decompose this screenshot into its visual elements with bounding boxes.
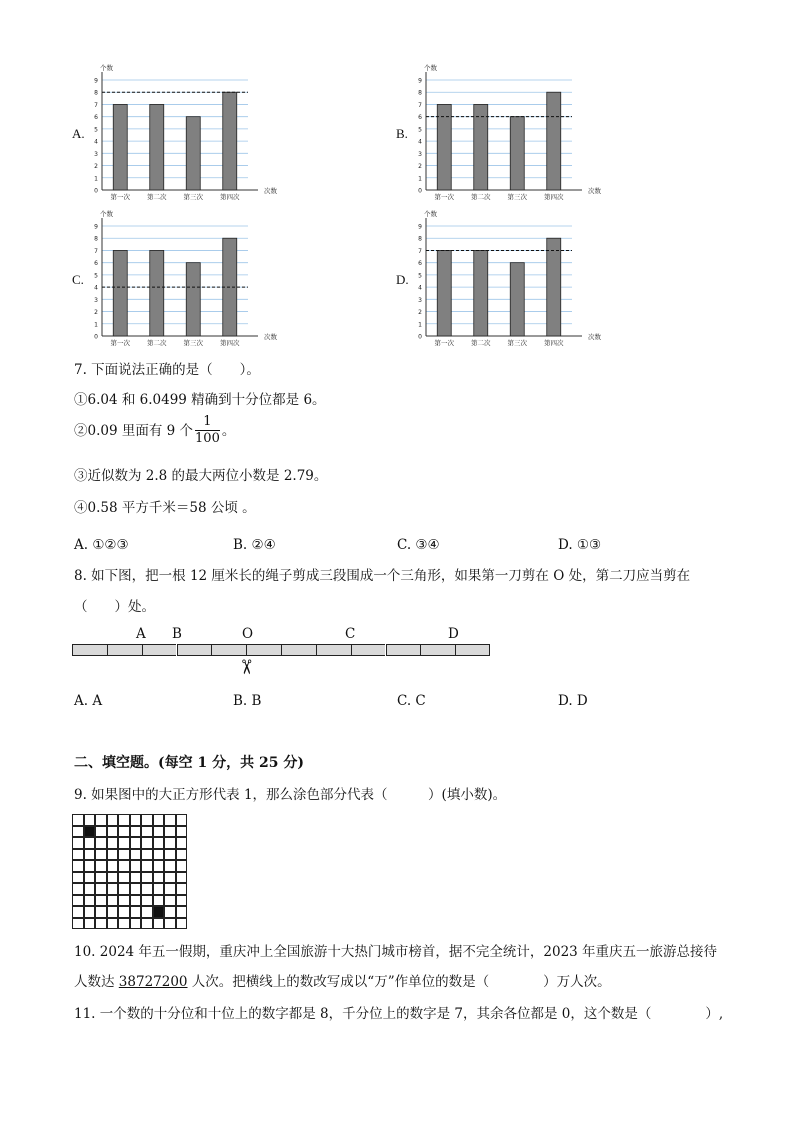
grid-cell xyxy=(95,906,107,918)
grid-cell xyxy=(176,918,188,930)
q7-option-a[interactable]: A. ①②③ xyxy=(74,537,129,553)
bar xyxy=(150,104,164,190)
rope-segment xyxy=(386,644,421,656)
grid-cell xyxy=(95,883,107,895)
grid-cell xyxy=(164,814,176,826)
grid-cell xyxy=(130,837,142,849)
rope-segment xyxy=(281,644,316,656)
grid-cell xyxy=(130,883,142,895)
grid-cell xyxy=(176,814,188,826)
bar xyxy=(113,104,127,190)
q10-line2-pre: 人数达 xyxy=(74,974,119,990)
grid-cell xyxy=(130,826,142,838)
grid-cell xyxy=(164,860,176,872)
grid-cell xyxy=(153,895,165,907)
q9-stem: 9. 如果图中的大正方形代表 1，那么涂色部分代表（ ）(填小数)。 xyxy=(74,787,507,803)
grid-cell xyxy=(84,837,96,849)
grid-cell xyxy=(95,860,107,872)
x-tick-label: 第一次 xyxy=(110,339,130,347)
bar xyxy=(547,92,561,190)
q8-stem-line1: 8. 如下图，把一根 12 厘米长的绳子剪成三段围成一个三角形，如果第一刀剪在 O 处，第二刀应当剪在 xyxy=(74,568,691,584)
q7-option-d[interactable]: D. ①③ xyxy=(558,537,602,553)
x-axis-label: 次数 xyxy=(588,333,601,341)
grid-cell xyxy=(130,860,142,872)
grid-cell xyxy=(176,826,188,838)
y-tick-label: 6 xyxy=(94,260,98,268)
bar xyxy=(150,250,164,336)
rope-segment xyxy=(351,644,386,656)
y-tick-label: 0 xyxy=(418,187,422,195)
y-tick-label: 9 xyxy=(94,77,98,85)
grid-cell xyxy=(107,918,119,930)
y-tick-label: 2 xyxy=(418,163,422,171)
y-tick-label: 3 xyxy=(94,150,98,158)
y-tick-label: 1 xyxy=(418,175,422,183)
fraction xyxy=(195,414,220,447)
grid-cell xyxy=(84,872,96,884)
y-tick-label: 2 xyxy=(418,309,422,317)
grid-cell xyxy=(141,918,153,930)
bar xyxy=(437,104,451,190)
grid-cell xyxy=(72,906,84,918)
bar xyxy=(113,250,127,336)
y-tick-label: 5 xyxy=(94,126,98,134)
grid-cell xyxy=(95,849,107,861)
rope-label-c: C xyxy=(345,626,356,642)
y-tick-label: 9 xyxy=(418,77,422,85)
bar xyxy=(510,263,524,336)
y-tick-label: 5 xyxy=(94,272,98,280)
bar xyxy=(223,92,237,190)
grid-cell xyxy=(84,883,96,895)
x-tick-label: 第四次 xyxy=(544,339,564,347)
y-tick-label: 3 xyxy=(94,296,98,304)
scissors-icon: ✂ xyxy=(234,658,259,676)
grid-cell xyxy=(72,849,84,861)
rope-segment xyxy=(246,644,281,656)
grid-cell xyxy=(141,814,153,826)
grid-cell xyxy=(118,872,130,884)
grid-cell xyxy=(164,918,176,930)
chart-option-a xyxy=(72,62,372,204)
rope-segment xyxy=(142,644,177,656)
grid-cell xyxy=(153,918,165,930)
grid-cell xyxy=(141,860,153,872)
y-tick-label: 7 xyxy=(94,101,98,109)
section-title: 二、填空题。(每空 1 分，共 25 分) xyxy=(74,755,304,771)
grid-cell xyxy=(141,895,153,907)
y-tick-label: 9 xyxy=(418,223,422,231)
x-tick-label: 第二次 xyxy=(471,339,491,347)
bar-chart xyxy=(412,62,692,204)
grid-cell xyxy=(141,906,153,918)
y-tick-label: 2 xyxy=(94,163,98,171)
grid-cell xyxy=(130,906,142,918)
x-tick-label: 第四次 xyxy=(220,339,240,347)
q11-line1: 11. 一个数的十分位和十位上的数字都是 8，千分位上的数字是 7，其余各位都是 0，这个数是（ ）, xyxy=(74,1006,724,1022)
x-tick-label: 第二次 xyxy=(471,193,491,201)
y-tick-label: 0 xyxy=(94,187,98,195)
y-axis-label: 个数 xyxy=(424,210,437,218)
y-tick-label: 6 xyxy=(418,260,422,268)
rope-label-a: A xyxy=(136,626,146,642)
grid-cell xyxy=(72,895,84,907)
q8-option-c[interactable]: C. C xyxy=(397,693,426,709)
grid-cell xyxy=(95,918,107,930)
grid-cell xyxy=(141,826,153,838)
y-tick-label: 8 xyxy=(94,235,98,243)
bar-chart xyxy=(88,208,368,350)
grid-cell xyxy=(107,906,119,918)
y-tick-label: 6 xyxy=(94,114,98,122)
grid-cell xyxy=(95,872,107,884)
bar xyxy=(186,263,200,336)
bar xyxy=(510,117,524,190)
q8-option-b[interactable]: B. B xyxy=(233,693,262,709)
rope-segment xyxy=(177,644,212,656)
grid-cell xyxy=(118,837,130,849)
grid-cell xyxy=(130,872,142,884)
x-tick-label: 第一次 xyxy=(434,193,454,201)
grid-cell xyxy=(164,883,176,895)
q7-statement-1: ①6.04 和 6.0499 精确到十分位都是 6。 xyxy=(74,392,326,408)
y-tick-label: 3 xyxy=(418,150,422,158)
bar xyxy=(474,250,488,336)
x-tick-label: 第二次 xyxy=(147,339,167,347)
y-tick-label: 5 xyxy=(418,126,422,134)
rope-segment xyxy=(316,644,351,656)
bar-chart xyxy=(88,62,368,204)
grid-cell xyxy=(84,814,96,826)
y-axis-label: 个数 xyxy=(100,64,113,72)
grid-cell xyxy=(176,883,188,895)
bar xyxy=(437,250,451,336)
grid-cell xyxy=(107,860,119,872)
bar-chart xyxy=(412,208,692,350)
grid-cell xyxy=(176,860,188,872)
grid-cell xyxy=(141,872,153,884)
y-tick-label: 4 xyxy=(94,138,98,146)
grid-cell xyxy=(95,814,107,826)
rope-label-d: D xyxy=(448,626,459,642)
x-tick-label: 第二次 xyxy=(147,193,167,201)
grid-cell xyxy=(107,837,119,849)
grid-cell xyxy=(153,849,165,861)
grid-cell xyxy=(107,883,119,895)
y-tick-label: 9 xyxy=(94,223,98,231)
grid-cell xyxy=(130,849,142,861)
x-tick-label: 第一次 xyxy=(434,339,454,347)
grid-cell xyxy=(107,814,119,826)
grid-cell xyxy=(164,849,176,861)
y-tick-label: 1 xyxy=(94,175,98,183)
grid-cell xyxy=(176,849,188,861)
q10-line1: 10. 2024 年五一假期，重庆冲上全国旅游十大热门城市榜首，据不完全统计，2023 年重庆五一旅游总接待 xyxy=(74,944,718,960)
bar xyxy=(547,238,561,336)
grid-cell xyxy=(176,895,188,907)
rope-label-o: O xyxy=(242,626,254,642)
grid-cell xyxy=(153,837,165,849)
grid-cell xyxy=(107,872,119,884)
grid-cell xyxy=(72,860,84,872)
grid-cell xyxy=(153,872,165,884)
x-tick-label: 第三次 xyxy=(507,193,527,201)
y-tick-label: 1 xyxy=(94,321,98,329)
q7-stem: 7. 下面说法正确的是（ ）。 xyxy=(74,362,260,378)
y-tick-label: 7 xyxy=(418,101,422,109)
hundred-grid xyxy=(72,814,187,929)
grid-cell xyxy=(164,837,176,849)
grid-cell xyxy=(164,906,176,918)
grid-cell xyxy=(176,872,188,884)
grid-cell xyxy=(141,849,153,861)
rope-segment xyxy=(420,644,455,656)
grid-cell xyxy=(176,837,188,849)
rope xyxy=(72,644,490,656)
fraction-denominator: 100 xyxy=(195,431,220,446)
y-tick-label: 4 xyxy=(418,138,422,146)
y-tick-label: 0 xyxy=(418,333,422,341)
grid-cell xyxy=(72,883,84,895)
grid-cell xyxy=(107,849,119,861)
q7-statement-2 xyxy=(74,414,235,447)
grid-cell xyxy=(72,872,84,884)
q8-stem-line2: （ ）处。 xyxy=(74,599,155,615)
x-tick-label: 第一次 xyxy=(110,193,130,201)
grid-cell xyxy=(84,895,96,907)
chart-option-b xyxy=(396,62,696,204)
bar xyxy=(474,104,488,190)
q10-line2 xyxy=(74,973,611,991)
y-tick-label: 5 xyxy=(418,272,422,280)
grid-cell xyxy=(164,895,176,907)
grid-cell xyxy=(141,883,153,895)
grid-cell xyxy=(84,918,96,930)
grid-cell xyxy=(118,918,130,930)
q7-statement-4: ④0.58 平方千米＝58 公顷 。 xyxy=(74,500,256,516)
rope-segment xyxy=(107,644,142,656)
x-tick-label: 第三次 xyxy=(183,339,203,347)
grid-cell xyxy=(95,826,107,838)
grid-cell xyxy=(95,837,107,849)
q7-statement-3: ③近似数为 2.8 的最大两位小数是 2.79。 xyxy=(74,468,328,484)
y-tick-label: 8 xyxy=(418,89,422,97)
x-tick-label: 第三次 xyxy=(507,339,527,347)
y-tick-label: 8 xyxy=(94,89,98,97)
grid-cell xyxy=(130,814,142,826)
y-tick-label: 7 xyxy=(94,247,98,255)
grid-cell xyxy=(164,826,176,838)
rope-label-b: B xyxy=(172,626,182,642)
rope-diagram xyxy=(72,625,492,685)
rope-segment xyxy=(72,644,107,656)
grid-cell xyxy=(153,826,165,838)
q7-statement-2-end: 。 xyxy=(221,422,236,439)
q7-option-b[interactable]: B. ②④ xyxy=(233,537,276,553)
bar xyxy=(186,117,200,190)
option-letter: D. xyxy=(396,272,409,287)
grid-cell xyxy=(153,883,165,895)
grid-cell xyxy=(176,906,188,918)
option-letter: B. xyxy=(396,126,408,141)
y-tick-label: 1 xyxy=(418,321,422,329)
grid-cell xyxy=(153,814,165,826)
grid-cell xyxy=(118,826,130,838)
grid-cell xyxy=(118,814,130,826)
grid-cell xyxy=(118,906,130,918)
grid-cell xyxy=(107,826,119,838)
y-tick-label: 7 xyxy=(418,247,422,255)
rope-segment xyxy=(211,644,246,656)
q8-option-d[interactable]: D. D xyxy=(558,693,588,709)
grid-cell xyxy=(84,826,96,838)
grid-cell xyxy=(84,906,96,918)
q10-line2-post: 人次。把横线上的数改写成以“万”作单位的数是（ ）万人次。 xyxy=(187,974,611,990)
grid-cell xyxy=(84,849,96,861)
grid-cell xyxy=(130,895,142,907)
chart-option-c xyxy=(72,208,372,350)
fraction-numerator: 1 xyxy=(195,414,220,431)
x-axis-label: 次数 xyxy=(264,187,277,195)
x-axis-label: 次数 xyxy=(264,333,277,341)
grid-cell xyxy=(118,883,130,895)
y-tick-label: 4 xyxy=(94,284,98,292)
y-tick-label: 8 xyxy=(418,235,422,243)
grid-cell xyxy=(164,872,176,884)
y-tick-label: 6 xyxy=(418,114,422,122)
x-tick-label: 第三次 xyxy=(183,193,203,201)
rope-segment xyxy=(455,644,490,656)
option-letter: A. xyxy=(72,126,85,141)
y-axis-label: 个数 xyxy=(424,64,437,72)
grid-cell xyxy=(153,906,165,918)
x-tick-label: 第四次 xyxy=(544,193,564,201)
grid-cell xyxy=(107,895,119,907)
q7-option-c[interactable]: C. ③④ xyxy=(397,537,440,553)
y-tick-label: 2 xyxy=(94,309,98,317)
grid-cell xyxy=(118,895,130,907)
y-axis-label: 个数 xyxy=(100,210,113,218)
q8-option-a[interactable]: A. A xyxy=(74,693,103,709)
option-letter: C. xyxy=(72,272,84,287)
q7-statement-2-text: ②0.09 里面有 9 个 xyxy=(74,422,194,439)
grid-cell xyxy=(130,918,142,930)
grid-cell xyxy=(95,895,107,907)
grid-cell xyxy=(118,849,130,861)
y-tick-label: 0 xyxy=(94,333,98,341)
x-tick-label: 第四次 xyxy=(220,193,240,201)
x-axis-label: 次数 xyxy=(588,187,601,195)
underlined-number: 38727200 xyxy=(118,974,188,990)
grid-cell xyxy=(141,837,153,849)
grid-cell xyxy=(72,918,84,930)
grid-cell xyxy=(72,826,84,838)
grid-cell xyxy=(118,860,130,872)
grid-cell xyxy=(84,860,96,872)
grid-cell xyxy=(72,814,84,826)
grid-cell xyxy=(153,860,165,872)
chart-option-d xyxy=(396,208,696,350)
y-tick-label: 4 xyxy=(418,284,422,292)
grid-cell xyxy=(72,837,84,849)
y-tick-label: 3 xyxy=(418,296,422,304)
